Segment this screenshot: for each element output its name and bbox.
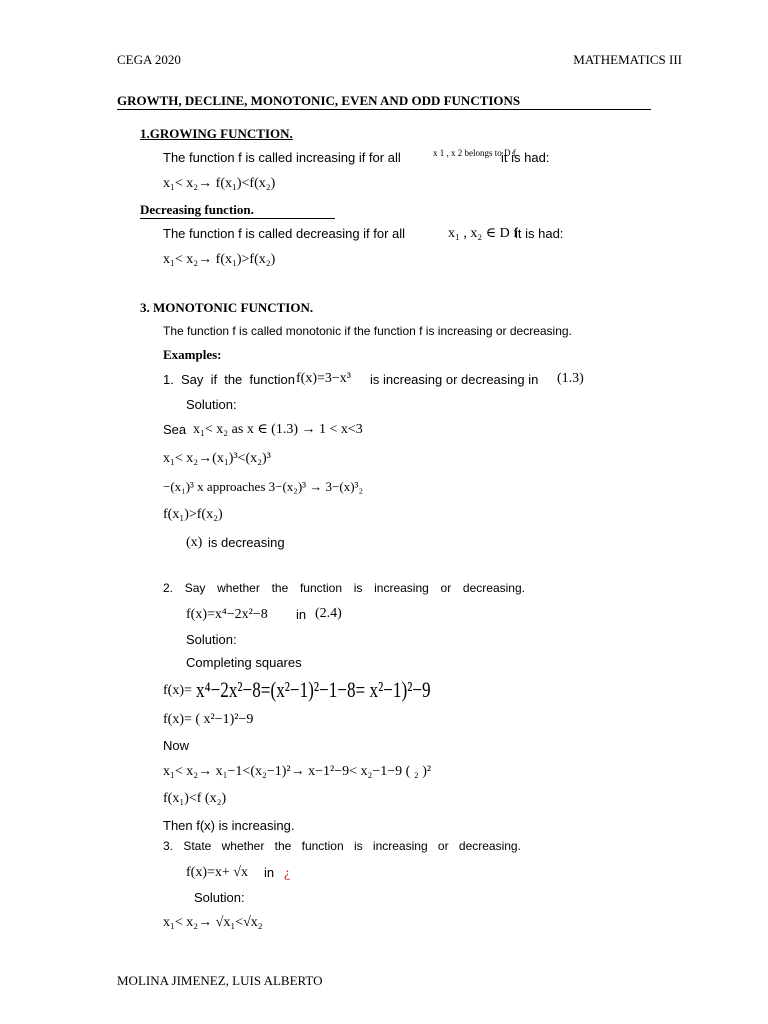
example2-function: f(x)=x⁴−2x²−8 bbox=[186, 607, 268, 622]
example2-big-prefix: f(x)= bbox=[163, 683, 192, 698]
example1-conclusion: is decreasing bbox=[208, 535, 285, 550]
example3-word: is bbox=[353, 839, 363, 853]
example3-word: the bbox=[274, 839, 292, 853]
example2-complete-square-line: f(x)= ( x²−1)²−9 bbox=[163, 712, 254, 727]
decreasing-formula: x₁< x₂→ f(x₁)>f(x₂) bbox=[163, 252, 276, 267]
example1-prompt-words bbox=[163, 372, 295, 387]
example3-word: State bbox=[183, 839, 212, 853]
decreasing-heading bbox=[140, 202, 335, 219]
example1-approach-line: −(x₁)³ x approaches 3−(x₂)³ → 3−(x)³₂ bbox=[163, 479, 363, 494]
header-right: MATHEMATICS III bbox=[573, 52, 682, 67]
example3-word: whether bbox=[221, 839, 265, 853]
example3-in-label: in bbox=[264, 865, 275, 880]
example3-word: increasing bbox=[372, 839, 428, 853]
growing-heading bbox=[140, 126, 293, 142]
example2-word: 2. bbox=[163, 581, 174, 595]
example3-function: f(x)=x+ √x bbox=[186, 865, 248, 880]
example2-conclusion: Then f(x) is increasing. bbox=[163, 818, 295, 833]
example2-word: decreasing. bbox=[462, 581, 525, 595]
example3-word: or bbox=[437, 839, 449, 853]
growing-definition bbox=[163, 150, 401, 165]
example2-interval: (2.4) bbox=[315, 606, 342, 621]
example2-f-line: f(x₁)<f (x₂) bbox=[163, 791, 227, 806]
example3-line: x₁< x₂→ √x₁<√x₂ bbox=[163, 915, 263, 930]
growing-set-expression: x 1 , x 2 belongs to D f bbox=[433, 148, 516, 158]
example1-interval: (1.3) bbox=[557, 371, 584, 386]
example1-word: 1. bbox=[163, 372, 174, 387]
monotonic-heading-text: 3. MONOTONIC FUNCTION. bbox=[140, 300, 314, 315]
example1-word: function bbox=[249, 372, 295, 387]
example1-conclusion-func: (x) bbox=[186, 535, 203, 550]
decreasing-heading-text: Decreasing function. bbox=[140, 202, 254, 217]
example1-function: f(x)=3−x³ bbox=[296, 371, 351, 386]
example2-in-label: in bbox=[296, 607, 307, 622]
growing-definition-end: it is had: bbox=[501, 150, 550, 165]
document-title-text: GROWTH, DECLINE, MONOTONIC, EVEN AND ODD FUNCTIONS bbox=[117, 93, 521, 108]
header-left: CEGA 2020 bbox=[117, 52, 181, 67]
example2-word: function bbox=[299, 581, 342, 595]
example2-word: the bbox=[271, 581, 289, 595]
example3-interval-mark: ¿ bbox=[284, 866, 291, 881]
example1-cube-line: x₁< x₂→(x₁)³<(x₂)³ bbox=[163, 451, 271, 466]
example3-word: function bbox=[301, 839, 344, 853]
example3-word: decreasing. bbox=[458, 839, 521, 853]
example1-word: the bbox=[224, 372, 243, 387]
example2-word: increasing bbox=[374, 581, 429, 595]
example2-big-expression: x⁴−2x²−8=(x²−1)²−1−8= x²−1)²−9 bbox=[196, 677, 431, 702]
monotonic-heading bbox=[140, 300, 313, 316]
monotonic-definition: The function f is called monotonic if the function f is increasing or decreasing. bbox=[163, 324, 572, 338]
decreasing-definition: The function f is called decreasing if for all bbox=[163, 226, 406, 241]
example2-word: whether bbox=[217, 581, 260, 595]
examples-label: Examples: bbox=[163, 347, 222, 362]
growing-definition-text: The function f is called increasing if for all bbox=[163, 150, 401, 165]
example2-now-line: x₁< x₂→ x₁−1<(x₂−1)²→ x−1²−9< x₂−1−9 ( ₂ )² bbox=[163, 764, 432, 779]
example3-word: 3. bbox=[163, 839, 174, 853]
example1-word: Say bbox=[181, 372, 204, 387]
example1-prompt-end: is increasing or decreasing in bbox=[370, 372, 539, 387]
example1-word: if bbox=[210, 372, 218, 387]
example2-solution-label: Solution: bbox=[186, 632, 237, 647]
example3-prompt-words bbox=[163, 839, 521, 853]
example2-word: Say bbox=[184, 581, 206, 595]
growing-formula: x₁< x₂→ f(x₁)<f(x₂) bbox=[163, 176, 276, 191]
footer-author: MOLINA JIMENEZ, LUIS ALBERTO bbox=[117, 973, 323, 988]
example1-sea-prefix: Sea bbox=[163, 422, 187, 437]
example1-f-line: f(x₁)>f(x₂) bbox=[163, 507, 223, 522]
example2-prompt-words bbox=[163, 581, 525, 595]
document-title bbox=[117, 93, 651, 110]
growing-heading-text: 1.GROWING FUNCTION. bbox=[140, 126, 293, 141]
example1-solution-label: Solution: bbox=[186, 397, 237, 412]
example3-solution-label: Solution: bbox=[194, 890, 245, 905]
decreasing-definition-end: it is had: bbox=[515, 226, 564, 241]
example2-now-label: Now bbox=[163, 738, 190, 753]
example2-method: Completing squares bbox=[186, 655, 302, 670]
example2-word: is bbox=[353, 581, 363, 595]
example2-word: or bbox=[440, 581, 452, 595]
example1-sea-line: x₁< x₂ as x ∈ (1.3) → 1 < x<3 bbox=[193, 422, 363, 437]
decreasing-set-expression: x₁ , x₂ ∈ D f bbox=[448, 226, 518, 241]
